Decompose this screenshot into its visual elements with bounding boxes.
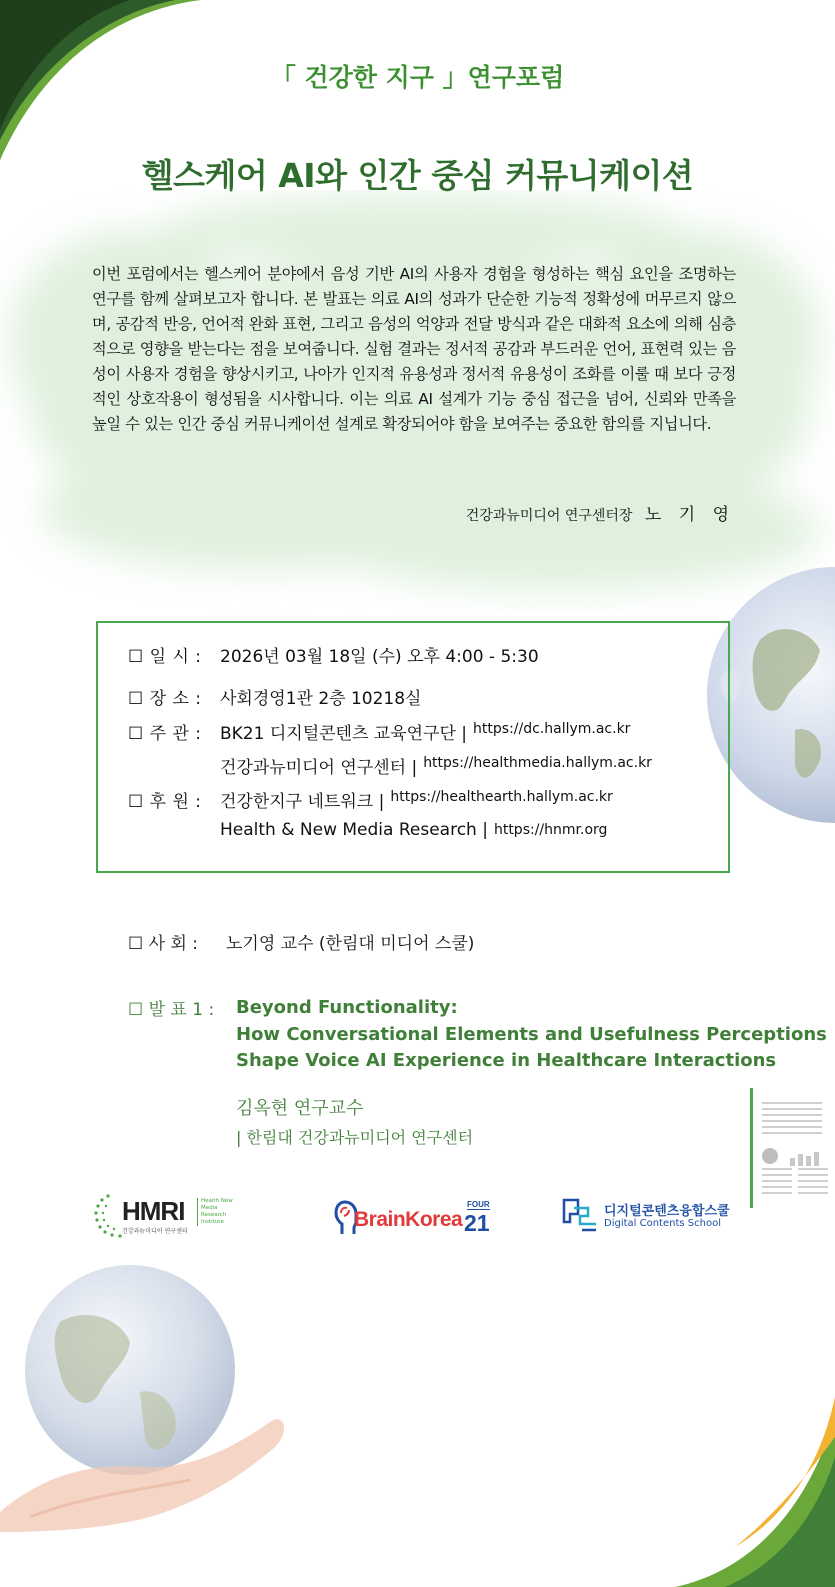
host-label: ☐ 주 관 : bbox=[128, 724, 202, 744]
presentation-title-line2: How Conversational Elements and Usefulness Perceptions bbox=[236, 1023, 827, 1045]
hmri-text: HMRI bbox=[122, 1196, 185, 1226]
hmri-side-text: Health New Media Research Institute bbox=[197, 1198, 235, 1226]
hmri-logo bbox=[94, 1192, 234, 1240]
document-illustration bbox=[750, 1088, 835, 1208]
host2-url-link[interactable]: https://healthmedia.hallym.ac.kr bbox=[423, 755, 652, 771]
place-label: ☐ 장 소 : bbox=[128, 689, 202, 709]
event-host-row bbox=[128, 719, 630, 744]
hmri-subtitle: 건강과뉴미디어 연구센터 bbox=[122, 1228, 188, 1235]
sponsor1-url-link[interactable]: https://healthearth.hallym.ac.kr bbox=[390, 789, 613, 805]
sponsor2-url-link[interactable]: https://hnmr.org bbox=[493, 822, 608, 838]
sponsor2-name: Health & New Media Research | bbox=[220, 820, 488, 840]
presentation-title-line3: Shape Voice AI Experience in Healthcare Interactions bbox=[236, 1050, 777, 1071]
speaker-affiliation: | 한림대 건강과뉴미디어 연구센터 bbox=[236, 1128, 474, 1147]
sponsor1-name: 건강한지구 네트워크 | bbox=[220, 792, 385, 812]
date-label: ☐ 일 시 : bbox=[128, 647, 202, 667]
event-sponsor2-row bbox=[220, 820, 607, 840]
moderator-label: ☐ 사 회 : bbox=[128, 934, 199, 954]
abstract-text: 이번 포럼에서는 헬스케어 분야에서 음성 기반 AI의 사용자 경험을 형성하는 핵심 요인을 조명하는 연구를 함께 살펴보고자 합니다. 본 발표는 의료 AI의 성과가 단순한 기능적 정확성에 머무르지 않으며, 공감적 반응, 언어적 완화 표현, 그리고 음성의 억양과 전달 방식과 같은 대화적 요소에 의해 심층적으로 영향을 받는다는 점을 보여줍니다. 실험 결과는 정서적 공감과 부드러운 언어, 표현력 있는 음성이 사용자 경험을 향상시키고, 나아가 인지적 유용성과 정서적 유용성이 조화를 이룰 때 보다 긍정적인 상호작용이 형성됨을 시사합니다. 이는 의료 AI 설계가 기능 중심 접근을 넘어, 신뢰와 만족을 높일 수 있는 인간 중심 커뮤니케이션 설계로 확장되어야 함을 보여주는 중요한 함의를 지닙니다. bbox=[92, 265, 736, 433]
dcs-korean-text: 디지털콘텐츠융합스쿨 bbox=[604, 1204, 730, 1219]
forum-subtitle: 「 건강한 지구 」연구포럼 bbox=[270, 63, 565, 92]
corner-decoration-bottom-right bbox=[635, 1397, 835, 1587]
presentation-title bbox=[236, 995, 827, 1075]
host1-name: BK21 디지털콘텐츠 교육연구단 | bbox=[220, 724, 468, 744]
host2-name: 건강과뉴미디어 연구센터 | bbox=[220, 758, 418, 778]
speaker-name: 김옥현 연구교수 bbox=[236, 1098, 364, 1119]
sponsor-label: ☐ 후 원 : bbox=[128, 792, 202, 812]
forum-title: 헬스케어 AI와 인간 중심 커뮤니케이션 bbox=[141, 156, 694, 195]
organizer-signature bbox=[466, 500, 735, 525]
brainkorea-four-text: FOUR bbox=[467, 1200, 490, 1209]
organizer-name: 노 기 영 bbox=[644, 505, 735, 525]
place-value: 사회경영1관 2층 10218실 bbox=[220, 689, 422, 709]
dcs-english-text: Digital Contents School bbox=[604, 1218, 721, 1229]
host1-url-link[interactable]: https://dc.hallym.ac.kr bbox=[473, 721, 631, 737]
presentation-label: ☐ 발 표 1 : bbox=[128, 1000, 215, 1020]
organizer-title: 건강과뉴미디어 연구센터장 bbox=[465, 508, 633, 524]
moderator-value: 노기영 교수 (한림대 미디어 스쿨) bbox=[226, 934, 475, 954]
event-sponsor-row bbox=[128, 787, 613, 812]
brainkorea-text: BrainKorea bbox=[354, 1208, 463, 1231]
date-value: 2026년 03월 18일 (수) 오후 4:00 - 5:30 bbox=[220, 647, 539, 667]
dcs-mark-icon bbox=[562, 1196, 598, 1234]
event-host2-row bbox=[220, 753, 652, 778]
brainkorea21-logo bbox=[334, 1198, 494, 1238]
brainkorea-21-text: 21 bbox=[464, 1210, 490, 1236]
digital-contents-school-logo bbox=[562, 1196, 732, 1236]
presentation-title-line1: Beyond Functionality: bbox=[236, 997, 458, 1018]
event-date-row bbox=[128, 642, 539, 667]
globe-in-hand-image bbox=[0, 1262, 290, 1532]
moderator-row bbox=[128, 929, 474, 954]
event-place-row bbox=[128, 684, 421, 709]
